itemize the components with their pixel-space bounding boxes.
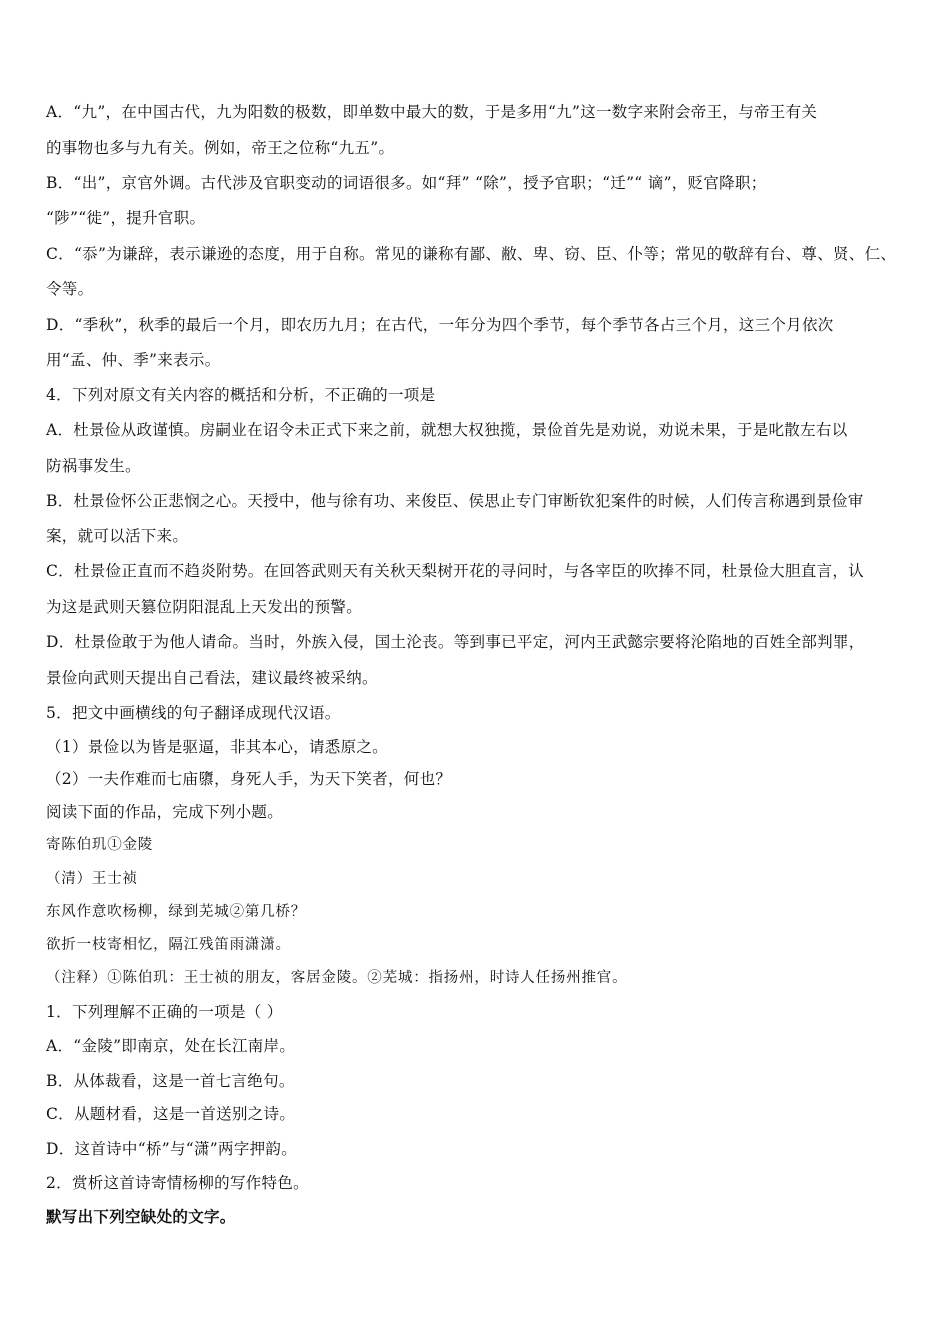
pq1-option-b: B．从体裁看，这是一首七言绝句。 [46, 1072, 295, 1090]
q4-option-d-line-1: D．杜景俭敢于为他人请命。当时，外族入侵，国土沦丧。等到事已平定，河内王武懿宗要将沦陷地的百姓全部判罪， [46, 633, 865, 651]
q5-item-2: （2）一夫作难而七庙隳，身死人手，为天下笑者，何也？ [46, 770, 452, 788]
poem-title: 寄陈伯玑①金陵 [46, 837, 154, 853]
reading-instruction: 阅读下面的作品，完成下列小题。 [46, 803, 284, 821]
poem-line-2: 欲折一枝寄相忆，隔江残笛雨潇潇。 [46, 937, 291, 953]
option-c-line-1: C．“忝”为谦辞，表示谦逊的态度，用于自称。常见的谦称有鄙、敝、卑、窃、臣、仆等；常见的敬辞有台、尊、贤、仁、 [46, 245, 897, 263]
section-heading-dictation: 默写出下列空缺处的文字。 [46, 1207, 236, 1226]
poem-author: （清）王士祯 [46, 871, 138, 887]
q4-option-d-line-2: 景俭向武则天提出自己看法，建议最终被采纳。 [46, 669, 378, 687]
option-c-line-2: 令等。 [46, 280, 94, 298]
option-b-line-2: “陟”“徙”，提升官职。 [46, 209, 206, 227]
poem-line-1: 东风作意吹杨柳，绿到芜城②第几桥？ [46, 904, 307, 920]
option-d-line-1: D．“季秋”，秋季的最后一个月，即农历九月；在古代，一年分为四个季节，每个季节各占三个月，这三个月依次 [46, 316, 834, 334]
q4-option-a-line-2: 防祸事发生。 [46, 457, 141, 475]
q4-option-c-line-1: C．杜景俭正直而不趋炎附势。在回答武则天有关秋天梨树开花的寻问时，与各宰臣的吹捧不同，杜景俭大胆直言，认 [46, 562, 864, 580]
pq1-option-a: A．“金陵”即南京，处在长江南岸。 [46, 1037, 296, 1055]
q4-option-b-line-2: 案，就可以活下来。 [46, 527, 189, 545]
option-a-line-1: A．“九”，在中国古代，九为阳数的极数，即单数中最大的数，于是多用“九”这一数字来附会帝王，与帝王有关 [46, 103, 818, 121]
q4-option-a-line-1: A．杜景俭从政谨慎。房嗣业在诏令未正式下来之前，就想大权独揽，景俭首先是劝说，劝说未果，于是叱散左右以 [46, 421, 848, 439]
pq1-option-d: D．这首诗中“桥”与“潇”两字押韵。 [46, 1140, 298, 1158]
poem-question-1: 1．下列理解不正确的一项是（ ） [46, 1003, 283, 1021]
poem-notes: （注释）①陈伯玑：王士祯的朋友，客居金陵。②芜城：指扬州，时诗人任扬州推官。 [46, 970, 628, 986]
q4-option-b-line-1: B．杜景俭怀公正悲悯之心。天授中，他与徐有功、来俊臣、侯思止专门审断钦犯案件的时候，人们传言称遇到景俭审 [46, 492, 864, 510]
q5-item-1: （1）景俭以为皆是驱逼，非其本心，请悉原之。 [46, 738, 388, 756]
poem-question-2: 2．赏析这首诗寄情杨柳的写作特色。 [46, 1174, 309, 1192]
question-4: 4．下列对原文有关内容的概括和分析，不正确的一项是 [46, 386, 436, 404]
pq1-option-c: C．从题材看，这是一首送别之诗。 [46, 1105, 296, 1123]
option-a-line-2: 的事物也多与九有关。例如，帝王之位称“九五”。 [46, 139, 395, 157]
option-d-line-2: 用“孟、仲、季”来表示。 [46, 351, 221, 369]
question-5: 5．把文中画横线的句子翻译成现代汉语。 [46, 704, 341, 722]
q4-option-c-line-2: 为这是武则天篡位阴阳混乱上天发出的预警。 [46, 598, 363, 616]
option-b-line-1: B．“出”，京官外调。古代涉及官职变动的词语很多。如“拜” “除”，授予官职；“迁”“ 谪”，贬官降职； [46, 174, 767, 192]
